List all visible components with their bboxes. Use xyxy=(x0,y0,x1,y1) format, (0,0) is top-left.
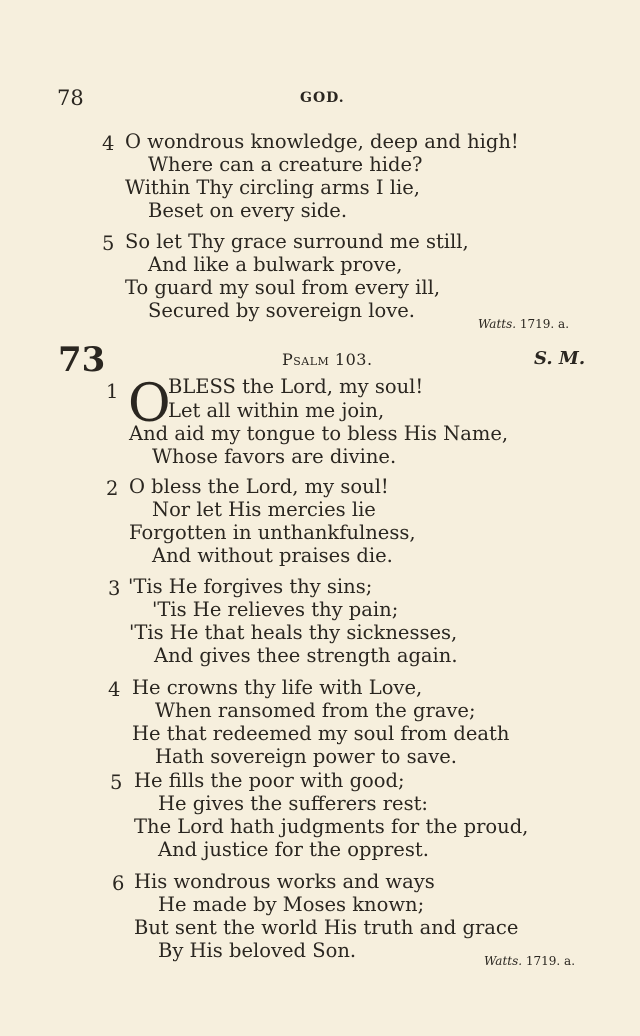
verse-line: Secured by sovereign love. xyxy=(148,299,415,322)
stanza-number: 4 xyxy=(108,678,121,701)
verse-line: He crowns thy life with Love, xyxy=(132,676,423,699)
verse-line: And like a bulwark prove, xyxy=(148,253,403,276)
verse-line: But sent the world His truth and grace xyxy=(134,916,519,939)
drop-cap: O xyxy=(128,374,171,434)
attribution xyxy=(478,317,569,331)
stanza-number: 5 xyxy=(110,771,123,794)
stanza-number: 1 xyxy=(106,380,119,403)
verse-line: Where can a creature hide? xyxy=(148,153,423,176)
attribution-author: Watts. xyxy=(484,954,523,968)
stanza-number: 2 xyxy=(106,477,119,500)
attribution xyxy=(484,954,575,968)
verse-line: And justice for the opprest. xyxy=(158,838,429,861)
meter-label: S. M. xyxy=(534,348,586,369)
verse-line: He that redeemed my soul from death xyxy=(132,722,510,745)
verse-line: And gives thee strength again. xyxy=(154,644,458,667)
stanza-number: 5 xyxy=(102,232,115,255)
psalm-title: Psalm 103. xyxy=(282,350,373,369)
verse-line: The Lord hath judgments for the proud, xyxy=(134,815,529,838)
verse-line: O bless the Lord, my soul! xyxy=(129,475,389,498)
stanza-number: 4 xyxy=(102,132,115,155)
verse-line: And without praises die. xyxy=(152,544,393,567)
verse-line: Within Thy circling arms I lie, xyxy=(125,176,420,199)
verse-line: Beset on every side. xyxy=(148,199,348,222)
verse-line: Nor let His mercies lie xyxy=(152,498,376,521)
verse-line: He gives the sufferers rest: xyxy=(158,792,428,815)
hymn-number: 73 xyxy=(58,340,106,380)
verse-line: He made by Moses known; xyxy=(158,893,425,916)
attribution-year: 1719. a. xyxy=(519,317,570,331)
verse-line: When ransomed from the grave; xyxy=(155,699,476,722)
verse-line: So let Thy grace surround me still, xyxy=(125,230,469,253)
verse-line: He fills the poor with good; xyxy=(134,769,405,792)
verse-line: By His beloved Son. xyxy=(158,939,357,962)
stanza-number: 3 xyxy=(108,577,121,600)
verse-line: Whose favors are divine. xyxy=(152,445,397,468)
attribution-author: Watts. xyxy=(478,317,517,331)
verse-line: Hath sovereign power to save. xyxy=(155,745,458,768)
verse-line: Let all within me join, xyxy=(168,399,385,422)
verse-line: And aid my tongue to bless His Name, xyxy=(129,422,509,445)
verse-line: His wondrous works and ways xyxy=(134,870,435,893)
verse-line: BLESS the Lord, my soul! xyxy=(168,375,424,398)
verse-line: Forgotten in unthankfulness, xyxy=(129,521,416,544)
page-number: 78 xyxy=(57,86,84,110)
verse-line: 'Tis He that heals thy sicknesses, xyxy=(129,621,458,644)
verse-line: O wondrous knowledge, deep and high! xyxy=(125,130,519,153)
running-title: GOD. xyxy=(300,90,345,106)
attribution-year: 1719. a. xyxy=(525,954,576,968)
verse-line: 'Tis He forgives thy sins; xyxy=(128,575,373,598)
verse-line: To guard my soul from every ill, xyxy=(125,276,441,299)
stanza-number: 6 xyxy=(112,872,125,895)
verse-line: 'Tis He relieves thy pain; xyxy=(152,598,399,621)
